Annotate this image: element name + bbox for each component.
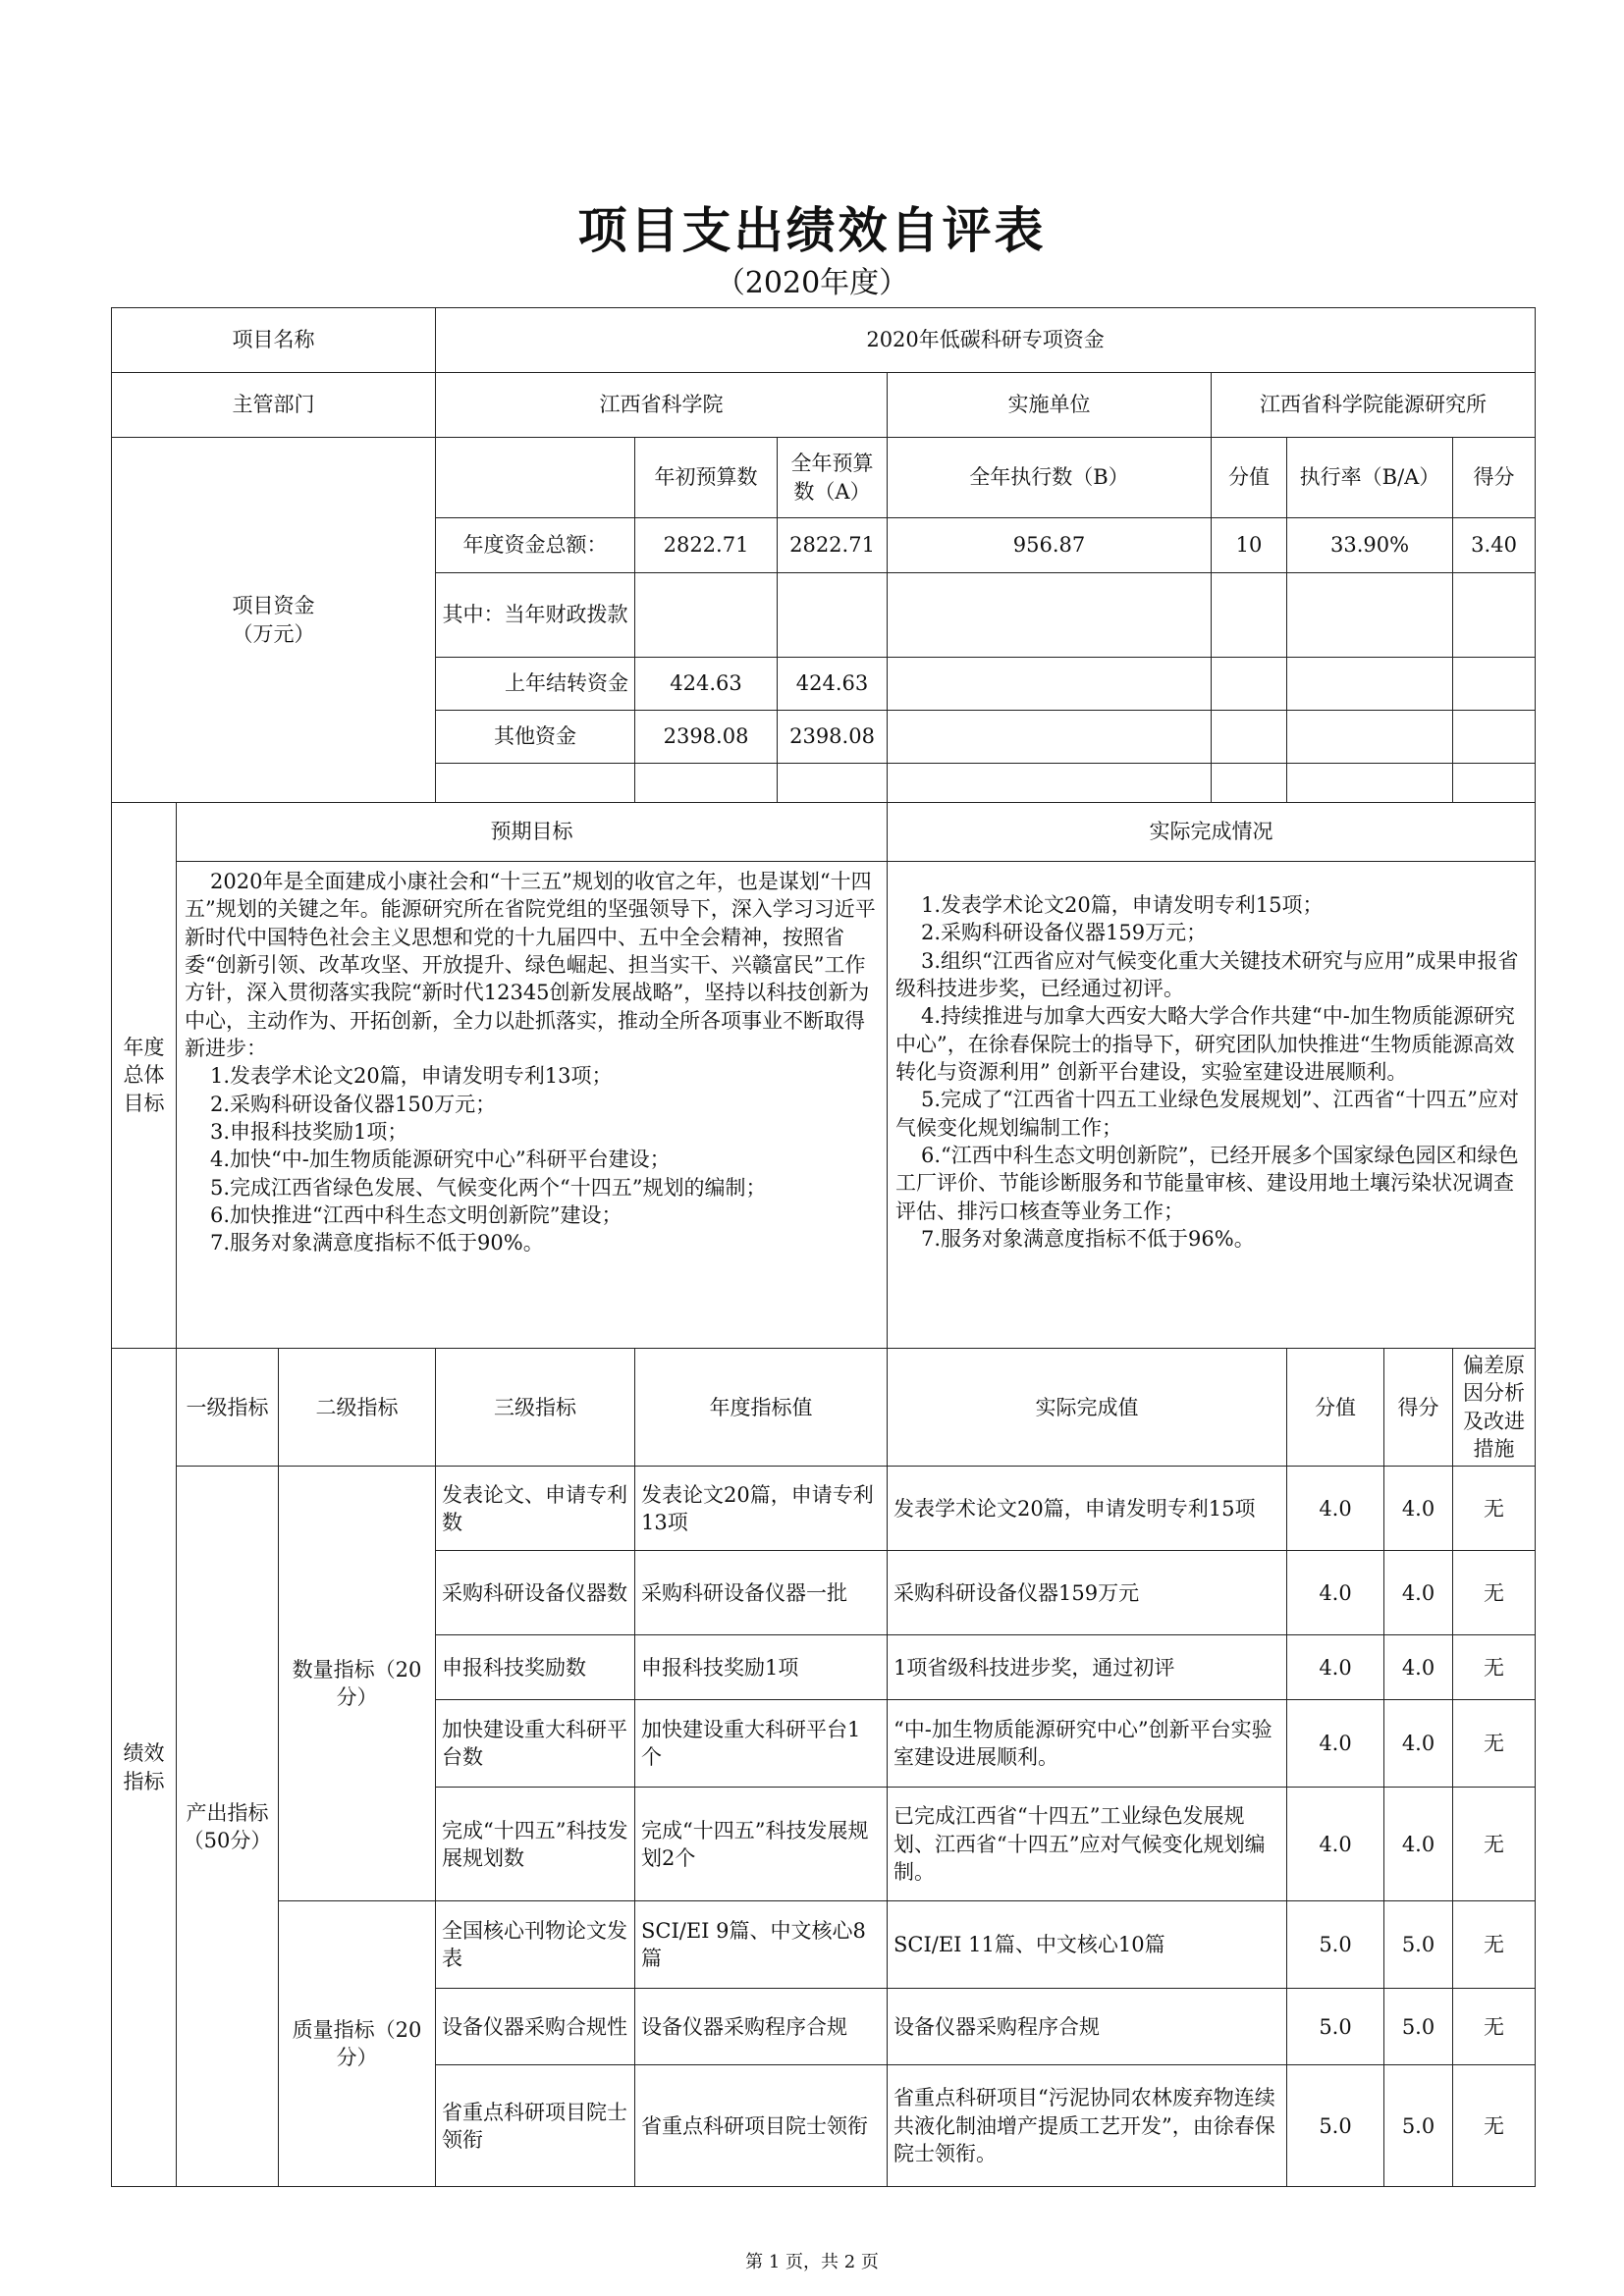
perf-l3: 申报科技奖励数 [436,1635,635,1700]
funds-row-rate [1287,658,1453,711]
perf-l3: 设备仪器采购合规性 [436,1989,635,2065]
perf-row [112,1901,1536,1989]
perf-l2-name: 质量指标（20分） [279,1901,436,2187]
funds-row-initial: 424.63 [635,658,778,711]
funds-row-exec [888,711,1212,764]
unit-label: 实施单位 [888,373,1212,438]
funds-row-exec [888,658,1212,711]
actual-item: 1.发表学术论文20篇，申请发明专利15项； [921,893,1324,917]
perf-score: 4.0 [1384,1700,1453,1788]
funds-header-exec: 全年执行数（B） [888,438,1212,518]
perf-actual: 发表学术论文20篇，申请发明专利15项 [888,1467,1287,1551]
funds-row-score: 3.40 [1453,518,1536,573]
perf-header-l3: 三级指标 [436,1349,635,1467]
funds-row-exec: 956.87 [888,518,1212,573]
perf-actual: “中-加生物质能源研究中心”创新平台实验室建设进展顺利。 [888,1700,1287,1788]
perf-actual: 1项省级科技进步奖，通过初评 [888,1635,1287,1700]
expected-item: 4.加快“中-加生物质能源研究中心”科研平台建设； [210,1148,671,1172]
expected-item: 6.加快推进“江西中科生态文明创新院”建设； [210,1203,623,1228]
funds-row-label: 上年结转资金 [436,658,635,711]
evaluation-table [111,307,1536,2187]
funds-row-full: 2822.71 [778,518,888,573]
perf-l3: 全国核心刊物论文发表 [436,1901,635,1989]
funds-label [112,438,436,803]
perf-l3: 加快建设重大科研平台数 [436,1700,635,1788]
perf-score-val: 4.0 [1287,1788,1384,1901]
page-title: 项目支出绩效自评表 [577,201,1047,259]
expected-goal-header: 预期目标 [177,803,888,862]
funds-row-score-val [1212,711,1287,764]
expected-item: 1.发表学术论文20篇，申请发明专利13项； [210,1064,613,1089]
project-name-label: 项目名称 [112,308,436,373]
page-subtitle-year: （2020年度） [715,266,909,300]
perf-row [112,1467,1536,1551]
funds-row-score-val [1212,658,1287,711]
perf-reason: 无 [1453,1989,1536,2065]
perf-score-val: 5.0 [1287,1901,1384,1989]
perf-header-reason: 偏差原因分析及改进措施 [1453,1349,1536,1467]
perf-target: 发表论文20篇，申请专利13项 [635,1467,888,1551]
page-footer: 第 1 页，共 2 页 [745,2252,879,2272]
funds-row-rate [1287,711,1453,764]
actual-item: 5.完成了“江西省十四五工业绿色发展规划”、江西省“十四五”应对气候变化规划编制工作； [895,1088,1519,1140]
perf-score-val: 4.0 [1287,1551,1384,1635]
funds-row-score-val: 10 [1212,518,1287,573]
funds-row-label: 其他资金 [436,711,635,764]
perf-score: 4.0 [1384,1467,1453,1551]
perf-reason: 无 [1453,2065,1536,2187]
perf-header-l2: 二级指标 [279,1349,436,1467]
perf-header-score: 得分 [1384,1349,1453,1467]
perf-reason: 无 [1453,1788,1536,1901]
perf-l3: 完成“十四五”科技发展规划数 [436,1788,635,1901]
perf-actual: 采购科研设备仪器159万元 [888,1551,1287,1635]
funds-row-initial [635,573,778,658]
perf-score-val: 5.0 [1287,1989,1384,2065]
dept-value: 江西省科学院 [436,373,888,438]
funds-row-score [1453,658,1536,711]
perf-header-score-val: 分值 [1287,1349,1384,1467]
funds-label-text: 项目资金 （万元） [232,594,315,646]
funds-row-exec [888,573,1212,658]
perf-score: 4.0 [1384,1635,1453,1700]
funds-row-full: 424.63 [778,658,888,711]
expected-item: 7.服务对象满意度指标不低于90%。 [210,1231,544,1255]
actual-item: 7.服务对象满意度指标不低于96%。 [921,1227,1255,1252]
expected-item: 3.申报科技奖励1项； [210,1120,408,1145]
perf-score-val: 4.0 [1287,1700,1384,1788]
perf-header-actual: 实际完成值 [888,1349,1287,1467]
perf-l3: 发表论文、申请专利数 [436,1467,635,1551]
funds-row-score [1453,711,1536,764]
perf-label: 绩效指标 [112,1349,177,2187]
perf-target: 申报科技奖励1项 [635,1635,888,1700]
perf-score-val: 4.0 [1287,1467,1384,1551]
perf-reason: 无 [1453,1635,1536,1700]
expected-item: 2.采购科研设备仪器150万元； [210,1092,497,1116]
perf-actual: SCI/EI 11篇、中文核心10篇 [888,1901,1287,1989]
perf-header-target: 年度指标值 [635,1349,888,1467]
funds-header-full: 全年预算数（A） [778,438,888,518]
goals-label: 年度总体目标 [112,803,177,1349]
expected-intro: 2020年是全面建成小康社会和“十三五”规划的收官之年，也是谋划“十四五”规划的关键之年。能源研究所在省院党组的坚强领导下，深入学习习近平新时代中国特色社会主义思想和党的十九届四中、五中全会精神，按照省委“创新引领、改革攻坚、开放提升、绿色崛起、担当实干、兴赣富民”工作方针，深入贯彻落实我院“新时代12345创新发展战略”，坚持以科技创新为中心，主动作为、开拓创新，全力以赴抓落实，推动全所各项事业不断取得新进步： [185,870,876,1061]
funds-header-score-val: 分值 [1212,438,1287,518]
perf-target: 加快建设重大科研平台1个 [635,1700,888,1788]
funds-header-score: 得分 [1453,438,1536,518]
funds-row-full [778,573,888,658]
funds-header-rate: 执行率（B/A） [1287,438,1453,518]
perf-actual: 设备仪器采购程序合规 [888,1989,1287,2065]
perf-score: 5.0 [1384,1989,1453,2065]
perf-score: 4.0 [1384,1788,1453,1901]
perf-reason: 无 [1453,1700,1536,1788]
perf-target: 省重点科研项目院士领衔 [635,2065,888,2187]
perf-score-val: 5.0 [1287,2065,1384,2187]
funds-row-score [1453,573,1536,658]
perf-target: SCI/EI 9篇、中文核心8篇 [635,1901,888,1989]
perf-l2-name: 数量指标（20分） [279,1467,436,1901]
perf-target: 设备仪器采购程序合规 [635,1989,888,2065]
perf-target: 采购科研设备仪器一批 [635,1551,888,1635]
project-name-value: 2020年低碳科研专项资金 [436,308,1536,373]
unit-value: 江西省科学院能源研究所 [1212,373,1536,438]
funds-row-label: 年度资金总额： [436,518,635,573]
funds-blank-header [436,438,635,518]
funds-row-label: 其中：当年财政拨款 [436,573,635,658]
actual-item: 4.持续推进与加拿大西安大略大学合作共建“中-加生物质能源研究中心”，在徐春保院士的指导下，研究团队加快推进“生物质能源高效转化与资源利用” 创新平台建设，实验室建设进展顺利。 [895,1004,1515,1085]
perf-reason: 无 [1453,1551,1536,1635]
perf-actual: 已完成江西省“十四五”工业绿色发展规划、江西省“十四五”应对气候变化规划编制。 [888,1788,1287,1901]
funds-row-rate [1287,573,1453,658]
perf-actual: 省重点科研项目“污泥协同农林废弃物连续共液化制油增产提质工艺开发”，由徐春保院士领衔。 [888,2065,1287,2187]
actual-result-text [888,862,1536,1349]
funds-row-initial: 2398.08 [635,711,778,764]
perf-header-l1: 一级指标 [177,1349,279,1467]
perf-l3: 省重点科研项目院士领衔 [436,2065,635,2187]
expected-item: 5.完成江西省绿色发展、气候变化两个“十四五”规划的编制； [210,1175,767,1200]
perf-l3: 采购科研设备仪器数 [436,1551,635,1635]
perf-target: 完成“十四五”科技发展规划2个 [635,1788,888,1901]
expected-goal-text [177,862,888,1349]
funds-row-initial: 2822.71 [635,518,778,573]
perf-reason: 无 [1453,1901,1536,1989]
dept-label: 主管部门 [112,373,436,438]
funds-row-rate: 33.90% [1287,518,1453,573]
actual-item: 2.采购科研设备仪器159万元； [921,921,1208,945]
perf-l1-name: 产出指标（50分） [177,1467,279,2187]
perf-score: 5.0 [1384,2065,1453,2187]
actual-item: 6.“江西中科生态文明创新院”，已经开展多个国家绿色园区和绿色工厂评价、节能诊断服务和节能量审核、建设用地土壤污染状况调查评估、排污口核查等业务工作； [895,1144,1519,1223]
perf-score: 5.0 [1384,1901,1453,1989]
perf-reason: 无 [1453,1467,1536,1551]
perf-score-val: 4.0 [1287,1635,1384,1700]
funds-header-initial: 年初预算数 [635,438,778,518]
perf-score: 4.0 [1384,1551,1453,1635]
funds-row-score-val [1212,573,1287,658]
actual-result-header: 实际完成情况 [888,803,1536,862]
funds-row-full: 2398.08 [778,711,888,764]
actual-item: 3.组织“江西省应对气候变化重大关键技术研究与应用”成果申报省级科技进步奖，已经通过初评。 [895,948,1519,1001]
